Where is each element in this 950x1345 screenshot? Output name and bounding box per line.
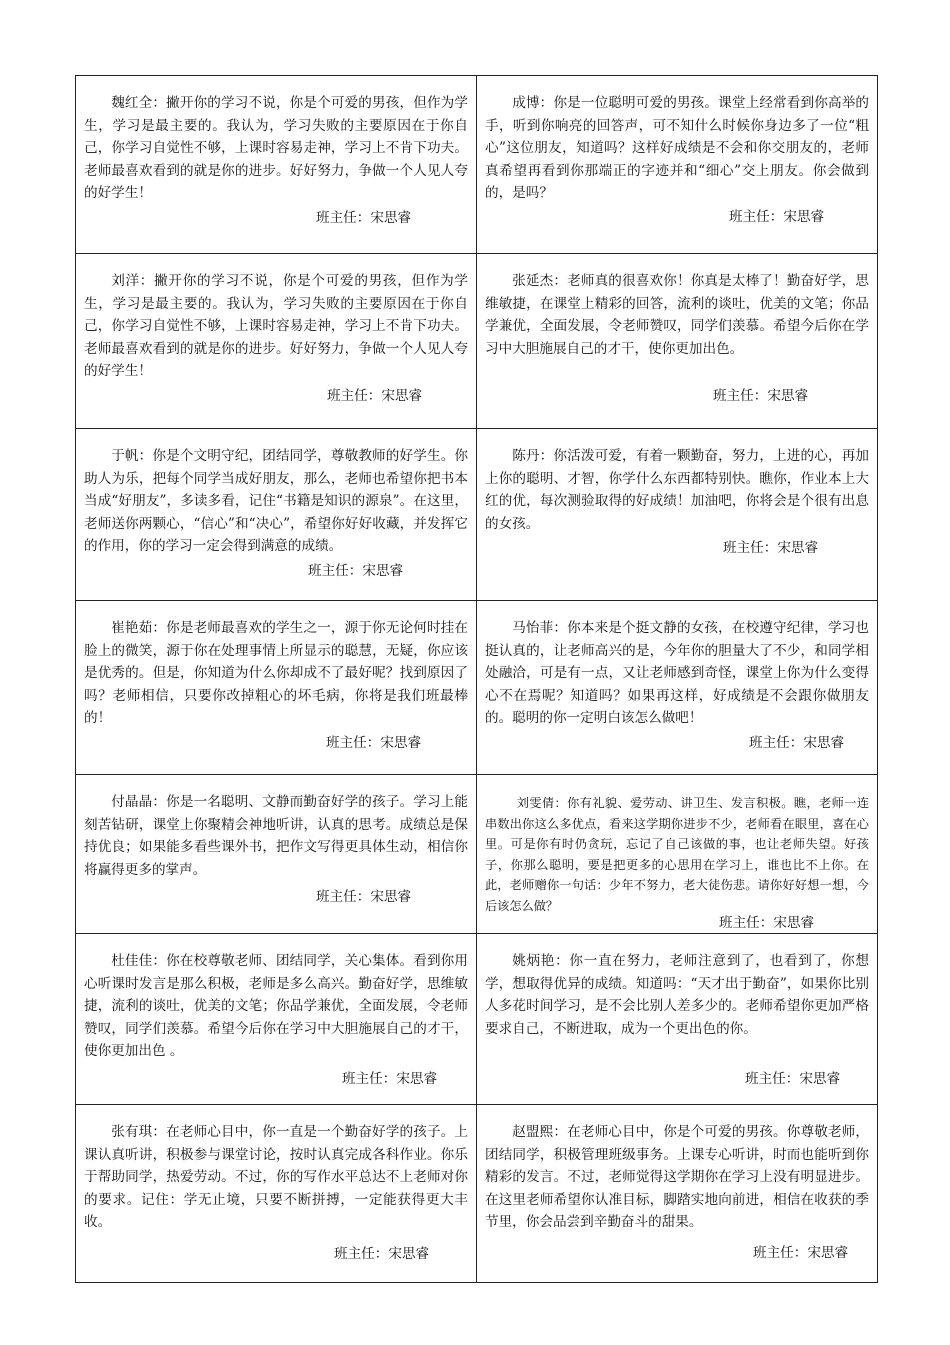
comment-text: 成博：你是一位聪明可爱的男孩。课堂上经常看到你高举的手，听到你响亮的回答声，可不知什么时候你身边多了一位“粗心”这位朋友，知道吗？这样好成绩是不会和你交朋友的，老师真希望再看到你那端正的字迹并和“细心”交上朋友。你会做到的，是吗？ — [485, 95, 870, 201]
comment-body: 在老师心目中，你是个可爱的男孩。你尊敬老师，团结同学，积极管理班级事务。上课专心听讲，时而也能听到你精彩的发言。不过，老师觉得这学期你在学习上没有明显进步。在这里老师希望你认准目标，脚踏实地向前进，相信在收获的季节里，你会品尝到辛勤奋斗的甜果。 — [485, 1124, 870, 1230]
teacher-signature: 班主任：宋思睿 — [316, 889, 412, 905]
comment-card — [477, 254, 877, 428]
comment-row — [76, 76, 877, 254]
teacher-signature: 班主任：宋思睿 — [316, 210, 412, 226]
comment-text: 于帆：你是个文明守纪，团结同学，尊敬教师的好学生。你助人为乐，把每个同学当成好朋友，那么，老师也希望你把书本当成“好朋友”，多读多看，记住“书籍是知识的源泉”。在这里，老师送你两颗心，“信心”和“决心”，希望你好好收藏，并发挥它的作用，你的学习一定会得到满意的成绩。 — [84, 448, 469, 554]
comment-card — [76, 1105, 477, 1282]
comment-text: 杜佳佳：你在校尊敬老师、团结同学，关心集体。看到你用心听课时发言是那么积极，老师是多么高兴。勤奋好学，思维敏捷，流利的谈吐，优美的文笔；你品学兼优，全面发展，令老师赞叹，同学们羡慕。希望今后你在学习中大胆施展自己的才干，使你更加出色 。 — [84, 953, 469, 1059]
comment-card — [477, 1105, 877, 1282]
comment-row — [76, 429, 877, 601]
teacher-signature: 班主任：宋思睿 — [713, 388, 809, 404]
comment-row — [76, 775, 877, 934]
comment-body: 你本来是个挺文静的女孩，在校遵守纪律，学习也挺认真的，让老师高兴的是，今年你的胆量大了不少，和同学相处融洽，可是有一点，又让老师感到奇怪，课堂上你为什么变得心不在焉呢？知道吗？如果再这样，好成绩是不会跟你做朋友的。聪明的你一定明白该怎么做吧！ — [485, 620, 870, 726]
teacher-signature: 班主任：宋思睿 — [326, 735, 422, 751]
student-name: 于帆 — [111, 448, 139, 464]
comment-card — [477, 775, 877, 933]
student-name: 张有琪 — [111, 1124, 153, 1140]
student-name: 马怡菲 — [512, 620, 554, 636]
comment-body: 你是个文明守纪，团结同学，尊敬教师的好学生。你助人为乐，把每个同学当成好朋友，那么，老师也希望你把书本当成“好朋友”，多读多看，记住“书籍是知识的源泉”。在这里，老师送你两颗心，“信心”和“决心”，希望你好好收藏，并发挥它的作用，你的学习一定会得到满意的成绩。 — [84, 448, 469, 554]
comment-card — [76, 254, 477, 428]
comment-card — [76, 76, 477, 253]
teacher-signature: 班主任：宋思睿 — [334, 1246, 430, 1262]
comment-card — [477, 76, 877, 253]
comment-text: 崔艳茹：你是老师最喜欢的学生之一，源于你无论何时挂在脸上的微笑，源于你在处理事情上所显示的聪慧，无疑，你应该是优秀的。但是，你知道为什么你却成不了最好呢？找到原因了吗？老师相信，只要你改掉粗心的坏毛病，你将是我们班最棒的！ — [84, 620, 469, 726]
comment-text: 陈丹：你活泼可爱，有着一颗勤奋，努力，上进的心，再加上你的聪明、才智，你学什么东西都特别快。瞧你，作业本上大红的优，每次测验取得的好成绩！加油吧，你将会是个很有出息的女孩。 — [485, 448, 870, 532]
student-name: 赵盟熙 — [512, 1124, 554, 1140]
student-name: 刘雯倩 — [516, 796, 555, 810]
teacher-signature: 班主任：宋思睿 — [342, 1071, 438, 1087]
comment-body: 你是一名聪明、文静而勤奋好学的孩子。学习上能刻苦钻研，课堂上你聚精会神地听讲，认真的思考。成绩总是保持优良；如果能多看些课外书，把作文写得更具体生动，相信你将赢得更多的掌声。 — [84, 794, 469, 878]
comment-body: 你在校尊敬老师、团结同学，关心集体。看到你用心听课时发言是那么积极，老师是多么高兴。勤奋好学，思维敏捷，流利的谈吐，优美的文笔；你品学兼优，全面发展，令老师赞叹，同学们羡慕。希望今后你在学习中大胆施展自己的才干，使你更加出色 。 — [84, 953, 469, 1059]
comment-row — [76, 254, 877, 429]
teacher-signature: 班主任：宋思睿 — [745, 1071, 841, 1087]
comment-row — [76, 1105, 877, 1282]
teacher-signature: 班主任：宋思睿 — [749, 735, 845, 751]
teacher-signature: 班主任：宋思睿 — [729, 209, 825, 225]
comment-card — [477, 934, 877, 1104]
teacher-signature: 班主任：宋思睿 — [719, 915, 815, 931]
comment-card — [76, 934, 477, 1104]
student-name: 杜佳佳 — [111, 953, 153, 969]
comment-text: 刘雯倩：你有礼貌、爱劳动、讲卫生、发言积极。瞧，老师一连串数出你这么多优点，看来这学期你进步不少，老师看在眼里，喜在心里。可是你有时仍贪玩，忘记了自己该做的事，也让老师失望。好孩子，你那么聪明，要是把更多的心思用在学习上，谁也比不上你。在此，老师赠你一句话：少年不努力，老大徒伤悲。请你好好想一想，今后该怎么做？ — [485, 796, 870, 913]
comment-card — [76, 775, 477, 933]
comment-text: 张延杰：老师真的很喜欢你！你真是太棒了！勤奋好学，思维敏捷，在课堂上精彩的回答，流利的谈吐，优美的文笔；你品学兼优，全面发展，令老师赞叹，同学们羡慕。希望今后你在学习中大胆施展自己的才干，使你更加出色。 — [485, 273, 870, 357]
comment-sheet — [75, 75, 878, 1283]
teacher-signature: 班主任：宋思睿 — [723, 540, 819, 556]
comment-row — [76, 601, 877, 775]
comment-body: 撇开你的学习不说，你是个可爱的男孩，但作为学生，学习是最主要的。我认为，学习失败的主要原因在于你自己，你学习自觉性不够，上课时容易走神，学习上不肯下功夫。 老师最喜欢看到的就是你的进步。好好努力，争做一个人见人夸的好学生！ — [84, 273, 469, 379]
comment-card — [477, 429, 877, 600]
teacher-signature: 班主任：宋思睿 — [327, 388, 423, 404]
student-name: 崔艳茹 — [111, 620, 153, 636]
comment-body: 你一直在努力，老师注意到了，也看到了，你想学，想取得优异的成绩。知道吗：“天才出于勤奋”，如果你比别人多花时间学习，是不会比别人差多少的。老师希望你更加严格要求自己，不断进取，成为一个更出色的你。 — [485, 953, 870, 1037]
comment-text: 付晶晶：你是一名聪明、文静而勤奋好学的孩子。学习上能刻苦钻研，课堂上你聚精会神地听讲，认真的思考。成绩总是保持优良；如果能多看些课外书，把作文写得更具体生动，相信你将赢得更多的掌声。 — [84, 794, 469, 878]
teacher-signature: 班主任：宋思睿 — [308, 563, 404, 579]
comment-row — [76, 934, 877, 1105]
student-name: 付晶晶 — [111, 794, 153, 810]
comment-body: 你是老师最喜欢的学生之一，源于你无论何时挂在脸上的微笑，源于你在处理事情上所显示的聪慧，无疑，你应该是优秀的。但是，你知道为什么你却成不了最好呢？找到原因了吗？老师相信，只要你改掉粗心的坏毛病，你将是我们班最棒的！ — [84, 620, 469, 726]
comment-body: 撇开你的学习不说，你是个可爱的男孩，但作为学生，学习是最主要的。我认为，学习失败的主要原因在于你自己，你学习自觉性不够，上课时容易走神，学习上不肯下功夫。 老师最喜欢看到的就是你的进步。好好努力，争做一个人见人夸的好学生！ — [84, 95, 469, 201]
comment-body: 你有礼貌、爱劳动、讲卫生、发言积极。瞧，老师一连串数出你这么多优点，看来这学期你进步不少，老师看在眼里，喜在心里。可是你有时仍贪玩，忘记了自己该做的事，也让老师失望。好孩子，你那么聪明，要是把更多的心思用在学习上，谁也比不上你。在此，老师赠你一句话：少年不努力，老大徒伤悲。请你好好想一想，今后该怎么做？ — [485, 796, 870, 913]
comment-text: 刘洋：撇开你的学习不说，你是个可爱的男孩，但作为学生，学习是最主要的。我认为，学习失败的主要原因在于你自己，你学习自觉性不够，上课时容易走神，学习上不肯下功夫。 老师最喜欢看到的就是你的进步。好好努力，争做一个人见人夸的好学生！ — [84, 273, 469, 379]
comment-body: 你活泼可爱，有着一颗勤奋，努力，上进的心，再加上你的聪明、才智，你学什么东西都特别快。瞧你，作业本上大红的优，每次测验取得的好成绩！加油吧，你将会是个很有出息的女孩。 — [485, 448, 870, 532]
comment-card — [477, 601, 877, 774]
teacher-signature: 班主任：宋思睿 — [753, 1245, 849, 1261]
comment-body: 老师真的很喜欢你！你真是太棒了！勤奋好学，思维敏捷，在课堂上精彩的回答，流利的谈吐，优美的文笔；你品学兼优，全面发展，令老师赞叹，同学们羡慕。希望今后你在学习中大胆施展自己的才干，使你更加出色。 — [485, 273, 870, 357]
student-name: 刘洋 — [111, 273, 140, 289]
comment-text: 马怡菲：你本来是个挺文静的女孩，在校遵守纪律，学习也挺认真的，让老师高兴的是，今年你的胆量大了不少，和同学相处融洽，可是有一点，又让老师感到奇怪，课堂上你为什么变得心不在焉呢？知道吗？如果再这样，好成绩是不会跟你做朋友的。聪明的你一定明白该怎么做吧！ — [485, 620, 870, 726]
comment-text: 张有琪：在老师心目中，你一直是一个勤奋好学的孩子。上课认真听讲，积极参与课堂讨论，按时认真完成各科作业。你乐于帮助同学，热爱劳动。不过，你的写作水平总达不上老师对你的要求。记住：学无止境，只要不断拼搏，一定能获得更大丰收。 — [84, 1124, 469, 1230]
comment-card — [76, 429, 477, 600]
student-name: 成博 — [512, 95, 540, 111]
comment-card — [76, 601, 477, 774]
comment-text: 赵盟熙：在老师心目中，你是个可爱的男孩。你尊敬老师，团结同学，积极管理班级事务。上课专心听讲，时而也能听到你精彩的发言。不过，老师觉得这学期你在学习上没有明显进步。在这里老师希望你认准目标，脚踏实地向前进，相信在收获的季节里，你会品尝到辛勤奋斗的甜果。 — [485, 1124, 870, 1230]
student-name: 魏红全 — [111, 95, 153, 111]
comment-body: 你是一位聪明可爱的男孩。课堂上经常看到你高举的手，听到你响亮的回答声，可不知什么时候你身边多了一位“粗心”这位朋友，知道吗？这样好成绩是不会和你交朋友的，老师真希望再看到你那端正的字迹并和“细心”交上朋友。你会做到的，是吗？ — [485, 95, 870, 201]
student-name: 姚炳艳 — [512, 953, 556, 969]
student-name: 张延杰 — [512, 273, 554, 289]
comment-text: 魏红全：撇开你的学习不说，你是个可爱的男孩，但作为学生，学习是最主要的。我认为，学习失败的主要原因在于你自己，你学习自觉性不够，上课时容易走神，学习上不肯下功夫。 老师最喜欢看到的就是你的进步。好好努力，争做一个人见人夸的好学生！ — [84, 95, 469, 201]
student-name: 陈丹 — [512, 448, 540, 464]
comment-body: 在老师心目中，你一直是一个勤奋好学的孩子。上课认真听讲，积极参与课堂讨论，按时认真完成各科作业。你乐于帮助同学，热爱劳动。不过，你的写作水平总达不上老师对你的要求。记住：学无止境，只要不断拼搏，一定能获得更大丰收。 — [84, 1124, 469, 1230]
comment-text: 姚炳艳：你一直在努力，老师注意到了，也看到了，你想学，想取得优异的成绩。知道吗：“天才出于勤奋”，如果你比别人多花时间学习，是不会比别人差多少的。老师希望你更加严格要求自己，不断进取，成为一个更出色的你。 — [485, 953, 870, 1037]
